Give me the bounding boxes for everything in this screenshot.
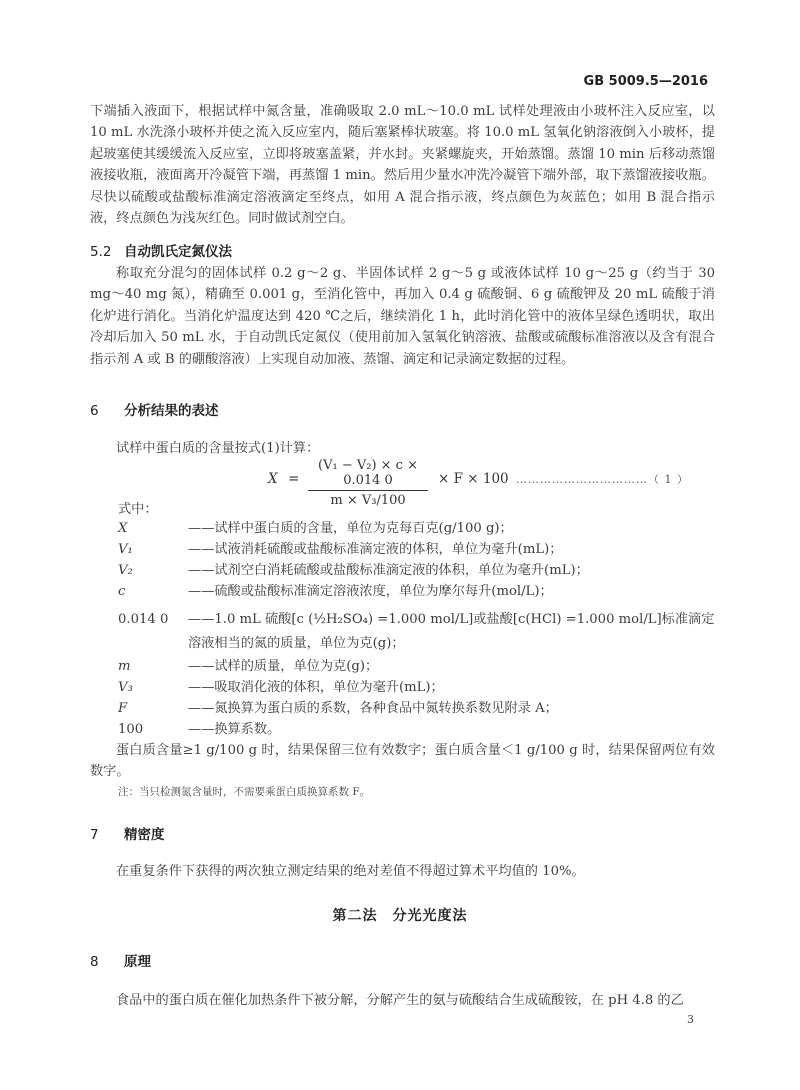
definition-symbol: X: [118, 521, 128, 536]
definition-row: [118, 561, 589, 580]
section-title: 精密度: [124, 827, 165, 843]
paragraph-distillation: 下端插入液面下，根据试样中氮含量，准确吸取 2.0 mL～10.0 mL 试样处理液由小玻杯注入反应室，以 10 mL 水洗涤小玻杯并使之流入反应室内，随后塞紧棒状玻塞。将 10.0 mL 氢氧化钠溶液倒入小玻杯，提起玻塞使其缓缓流入反应室，立即将玻塞盖紧，并水封。夹紧螺旋夹，开始蒸馏。蒸馏 10 min 后移动蒸馏液接收瓶，液面离开冷凝管下端，再蒸馏 1 min。然后用少量水冲洗冷凝管下端外部，取下蒸馏液接收瓶。尽快以硫酸或盐酸标准滴定溶液滴定至终点，如用 A 混合指示液，终点颜色为灰蓝色；如用 B 混合指示液，终点颜色为浅灰红色。同时做试剂空白。: [90, 104, 715, 227]
definition-row: [118, 699, 558, 718]
definition-row: [118, 657, 378, 676]
note: 注：当只检测氮含量时，不需要乘蛋白质换算系数 F。: [118, 786, 371, 798]
formula-lhs: X: [268, 471, 278, 487]
paragraph-auto-kjeldahl: 称取充分混匀的固体试样 0.2 g～2 g、半固体试样 2 g～5 g 或液体试样 10 g～25 g（约当于 30 mg～40 mg 氮），精确至 0.001 g，至消化管中，再加入 0.4 g 硫酸铜、6 g 硫酸钾及 20 mL 硫酸于消化炉进行消化。当消化炉温度达到 420 ℃之后，继续消化 1 h，此时消化管中的液体呈绿色透明状，取出冷却后加入 50 mL 水，于自动凯氏定氮仪（使用前加入氢氧化钠溶液、盐酸或硫酸标准溶液以及含有混合指示剂 A 或 B 的硼酸溶液）上实现自动加液、蒸馏、滴定和记录滴定数据的过程。: [90, 266, 715, 367]
definition-text: ——换算系数。: [188, 722, 281, 737]
section-6-heading: [90, 399, 219, 419]
definition-continuation: 溶液相当的氮的质量，单位为克(g)；: [188, 636, 405, 651]
paragraph-rounding: 蛋白质含量≥1 g/100 g 时，结果保留三位有效数字；蛋白质含量＜1 g/100 g 时，结果保留两位有效数字。: [90, 743, 715, 780]
definition-symbol: V₃: [118, 680, 133, 695]
formula-fraction: [308, 458, 428, 508]
section-title: 自动凯氏定氮仪法: [124, 244, 232, 260]
definition-symbol: m: [118, 659, 131, 674]
definition-row: [118, 582, 553, 601]
definition-row: [118, 519, 513, 538]
section-title: 分析结果的表述: [124, 403, 219, 419]
definition-symbol: V₁: [118, 542, 133, 557]
definition-row-0014: [118, 610, 714, 629]
section-title: 原理: [124, 954, 151, 970]
definition-row: [118, 720, 280, 739]
definition-text: ——试液消耗硫酸或盐酸标准滴定液的体积，单位为毫升(mL)；: [188, 542, 563, 557]
fraction-bar: [308, 490, 428, 491]
definition-symbol: 100: [118, 722, 144, 737]
formula-denominator: m × V₃/100: [330, 493, 406, 508]
definition-text: ——氮换算为蛋白质的系数，各种食品中氮转换系数见附录 A；: [188, 701, 558, 716]
definition-text: ——1.0 mL 硫酸[c (½H₂SO₄) =1.000 mol/L]或盐酸[c(HCl) =1.000 mol/L]标准滴定: [188, 612, 715, 627]
definition-symbol: V₂: [118, 563, 133, 578]
definition-text: ——试样中蛋白质的含量，单位为克每百克(g/100 g)；: [188, 521, 513, 536]
definition-text: ——试剂空白消耗硫酸或盐酸标准滴定液的体积，单位为毫升(mL)；: [188, 563, 589, 578]
section-number: 6: [90, 403, 99, 419]
definition-text: ——硫酸或盐酸标准滴定溶液浓度，单位为摩尔每升(mol/L)；: [188, 584, 553, 599]
section-number: 5.2: [90, 244, 112, 260]
page-number: 3: [687, 1013, 694, 1026]
standard-code: GB 5009.5—2016: [583, 74, 708, 89]
formula-tail: × F × 100: [438, 471, 509, 487]
definition-text: ——吸取消化液的体积，单位为毫升(mL)；: [188, 680, 444, 695]
definition-row: [118, 678, 444, 697]
formula-1: [268, 458, 718, 508]
paragraph-principle: 食品中的蛋白质在催化加热条件下被分解，分解产生的氨与硫酸结合生成硫酸铵，在 pH 4.8 的乙: [116, 993, 684, 1008]
section-number: 7: [90, 827, 99, 843]
method-2-title: 第二法 分光光度法: [332, 908, 468, 924]
section-5-2-heading: [90, 240, 232, 260]
definition-row: [118, 540, 562, 559]
formula-equals: =: [288, 471, 300, 487]
section-7-heading: [90, 823, 165, 843]
section-number: 8: [90, 954, 99, 970]
definition-symbol: c: [118, 584, 126, 599]
definition-symbol: 0.014 0: [118, 612, 169, 627]
paragraph-precision: 在重复条件下获得的两次独立测定结果的绝对差值不得超过算术平均值的 10%。: [116, 864, 585, 879]
formula-number: ……………………………（ 1 ）: [516, 473, 689, 486]
definition-symbol: F: [118, 701, 128, 716]
formula-numerator: (V₁ − V₂) × c × 0.014 0: [318, 458, 418, 488]
definition-text: ——试样的质量，单位为克(g)；: [188, 659, 379, 674]
section-8-heading: [90, 950, 151, 970]
where-label: 式中：: [118, 502, 158, 517]
formula-intro: 试样中蛋白质的含量按式(1)计算：: [116, 441, 320, 456]
